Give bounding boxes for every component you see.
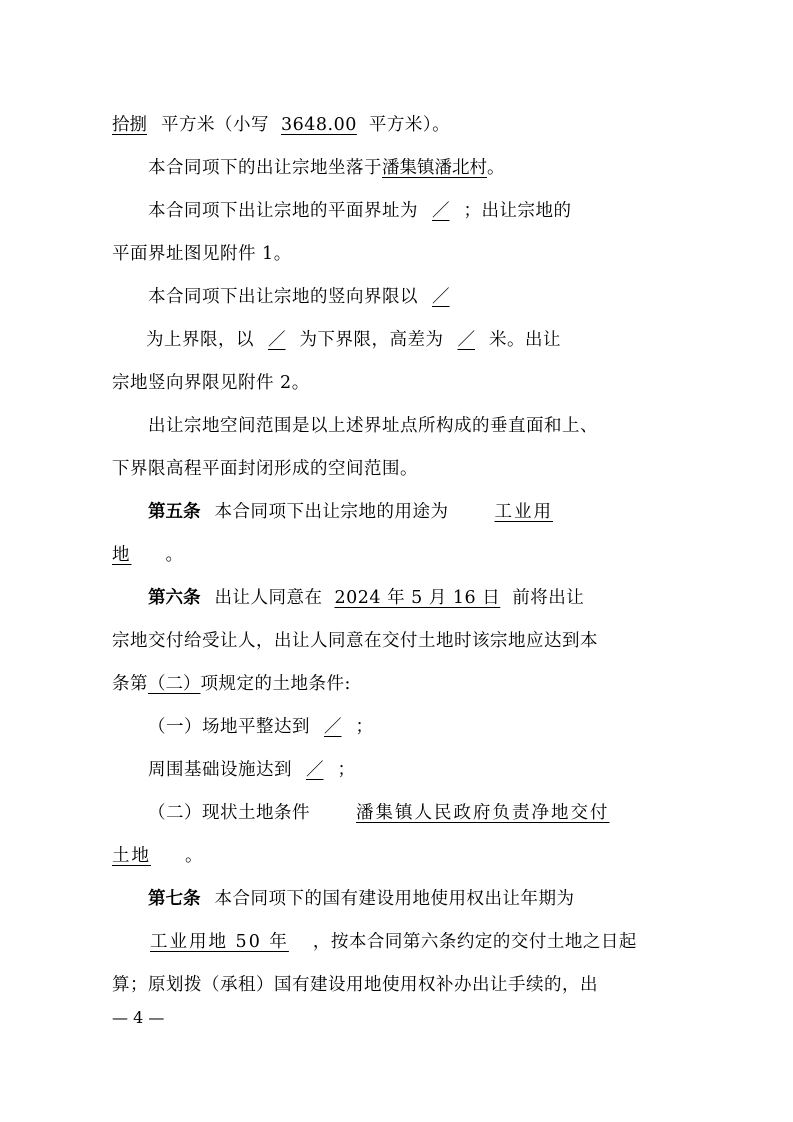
text-run: 本合同项下的国有建设用地使用权出让年期为 [214,889,575,909]
filled-blank-slash: ／ [306,760,324,780]
filled-blank-slash: ／ [324,717,342,737]
text-run: 宗地交付给受让人，出让人同意在交付土地时该宗地应达到本 [112,631,598,651]
text-run: 周围基础设施达到 [148,760,292,780]
document-body [112,104,682,1007]
line-article7-1 [112,878,682,921]
text-run: 本合同项下的出让宗地坐落于 [148,158,382,178]
line-space-1 [112,405,682,448]
line-vertical-1 [112,276,682,319]
filled-blank-wide: 潘集镇人民政府负责净地交付 [356,803,610,823]
text-run: 。 [487,158,505,178]
line-article6-2 [112,620,682,663]
line-article7-3 [112,964,682,1007]
text-run: 平面界址图见附件 1。 [112,244,292,264]
line-vertical-3 [112,362,682,405]
text-run: 为下界限，高差为 [299,330,444,350]
line-article6-1 [112,577,682,620]
line-item2-1 [112,792,682,835]
article-heading: 第七条 [148,889,201,909]
text-run: （二）现状土地条件 [148,803,310,823]
filled-blank: 拾捌 [112,115,147,135]
line-article5-1 [112,491,682,534]
line-location [112,147,682,190]
line-item1b [112,749,682,792]
text-run: 本合同项下出让宗地的竖向界限以 [148,287,418,307]
line-article5-2 [112,534,682,577]
article-heading: 第六条 [148,588,201,608]
line-article6-3 [112,663,682,706]
filled-blank-number: 3648.00 [281,115,357,135]
text-run: 平方米）。 [368,115,451,135]
filled-blank-slash: ／ [457,330,475,350]
filled-blank-slash: ／ [268,330,286,350]
text-run: 条第 [112,674,148,694]
filled-blank-wide: 工业用 [494,502,553,522]
text-run: 平方米（小写 [161,115,269,135]
page-number-text: — 4 — [112,1008,165,1027]
text-run: 米。出让 [489,330,561,350]
filled-blank-slash: ／ [432,287,450,307]
filled-blank: （二） [148,674,201,694]
text-run: 下界限高程平面封闭形成的空间范围。 [112,459,418,479]
line-area [112,104,682,147]
text-run: 算；原划拨（承租）国有建设用地使用权补办出让手续的，出 [112,975,598,995]
text-run: 本合同项下出让宗地的用途为 [214,502,449,522]
line-boundary-1 [112,190,682,233]
page-number [112,1008,682,1027]
text-run: 出让人同意在 [214,588,323,608]
text-run: ； [355,717,374,737]
line-space-2 [112,448,682,491]
line-boundary-2 [112,233,682,276]
text-run: （一）场地平整达到 [148,717,310,737]
filled-blank: 潘集镇潘北村 [382,158,487,178]
filled-blank-number: 2024 年 5 月 16 日 [334,588,501,608]
filled-blank-term: 工业用地 50 年 [150,932,289,952]
text-run: ，按本合同第六条约定的交付土地之日起 [312,932,637,952]
filled-blank-slash: ／ [432,201,450,221]
line-item1 [112,706,682,749]
text-run: ； [337,760,356,780]
text-run: 。 [165,545,184,565]
text-run: 宗地竖向界限见附件 2。 [112,373,310,393]
text-run: ；出让宗地的 [463,201,572,221]
text-run: 出让宗地空间范围是以上述界址点所构成的垂直面和上、 [148,416,598,436]
article-heading: 第五条 [148,502,201,522]
text-run: 项规定的土地条件: [200,674,351,694]
line-item2-2 [112,835,682,878]
text-run: 。 [185,846,203,866]
text-run: 本合同项下出让宗地的平面界址为 [148,201,418,221]
filled-blank-wide-cont: 地 [112,545,132,565]
filled-blank-wide-cont: 土地 [112,846,151,866]
line-article7-2 [112,921,682,964]
text-run: 为上界限，以 [146,330,254,350]
text-run: 前将出让 [512,588,585,608]
line-vertical-2 [112,319,682,362]
